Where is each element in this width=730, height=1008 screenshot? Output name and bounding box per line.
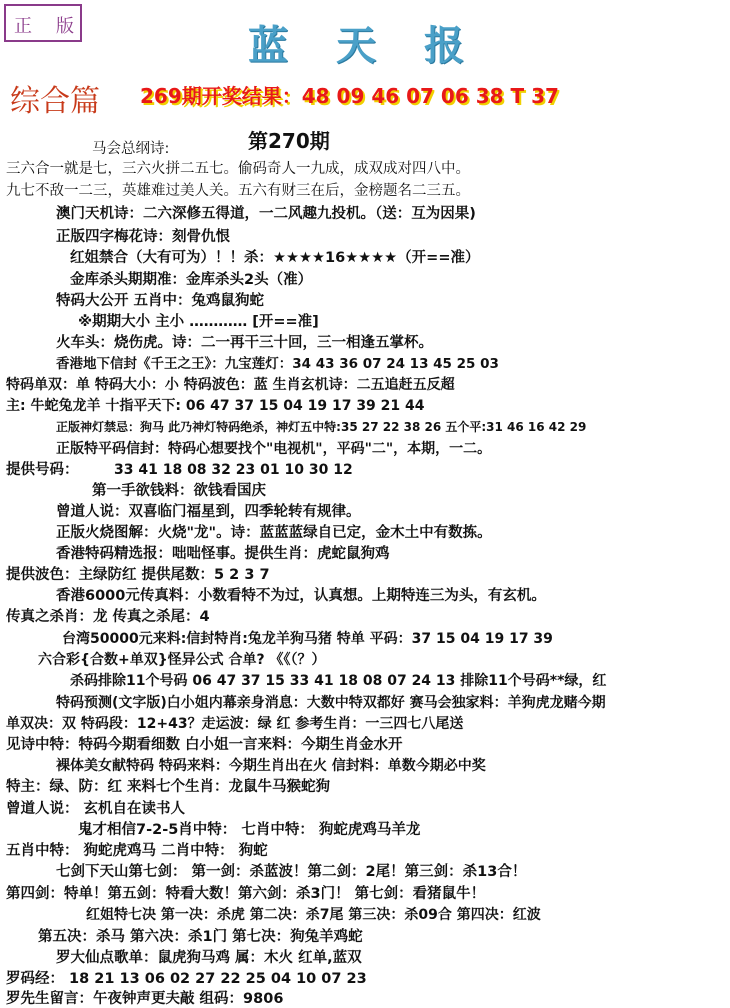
- text-line: 主: 牛蛇兔龙羊 十指平天下: 06 47 37 15 04 19 17 39 21 44: [6, 398, 425, 414]
- page-title: 蓝天报: [248, 22, 512, 69]
- text-line: 第一手欲钱料：欲钱看国庆: [92, 483, 266, 499]
- text-line: 杀码排除11个号码 06 47 37 15 33 41 18 08 07 24 13 排除11个号码**绿，红: [70, 673, 607, 689]
- badge-left-char: 正: [14, 16, 32, 37]
- text-line: 特码大公开 五肖中：兔鸡鼠狗蛇: [56, 293, 265, 309]
- badge-right-char: 版: [56, 16, 74, 37]
- text-line: 台湾50000元来料:信封特肖:兔龙羊狗马猪 特单 平码：37 15 04 19 17 39: [62, 631, 553, 647]
- text-line: 澳门天机诗：二六深修五得道，一二风趣九投机。（送：互为因果): [56, 206, 476, 222]
- text-line: 提供波色：主绿防红 提供尾数：5 2 3 7: [6, 567, 270, 583]
- text-line: 七剑下天山第七剑： 第一剑：杀蓝波！第二剑：2尾！第三剑：杀13合！: [56, 864, 527, 880]
- text-line: 金库杀头期期准：金库杀头2头（准）: [70, 272, 313, 288]
- section-title: 综合篇: [10, 84, 100, 119]
- text-line: 马会总纲诗:: [92, 141, 170, 157]
- text-line: 六合彩{合数+单双}怪异公式 合单? 《《（？）: [38, 652, 326, 668]
- text-line: 罗码经： 18 21 13 06 02 27 22 25 04 10 07 23: [6, 971, 367, 987]
- text-line: 鬼才相信7-2-5肖中特： 七肖中特： 狗蛇虎鸡马羊龙: [78, 822, 421, 838]
- text-line: 提供号码：: [6, 462, 79, 478]
- text-line: 单双决：双 特码段：12+43？走运波：绿 红 参考生肖：一三四七八尾送: [6, 716, 464, 732]
- text-line: 曾道人说： 玄机自在读书人: [6, 801, 186, 817]
- text-line: 正版四字梅花诗：刻骨仇恨: [56, 229, 230, 245]
- text-line: 正版特平码信封：特码心想要找个"电视机"，平码"二"，本期，一二。: [56, 441, 492, 457]
- text-line: 特码预测(文字版)白小姐内幕亲身消息：大数中特双都好 赛马会独家料：羊狗虎龙赌今期: [56, 695, 606, 711]
- text-line: 红姐特七决 第一决：杀虎 第二决：杀7尾 第三决：杀09合 第四决：红波: [86, 907, 541, 923]
- text-line: 香港特码精选报：咄咄怪事。提供生肖：虎蛇鼠狗鸡: [56, 546, 390, 562]
- text-line: ※期期大小 主小 ………… [开==准]: [78, 314, 319, 330]
- text-line: 正版火烧图解：火烧"龙"。诗：蓝蓝蓝绿自已定，金木土中有数拣。: [56, 525, 492, 541]
- text-line: 特主：绿、防：红 来料七个生肖：龙鼠牛马猴蛇狗: [6, 779, 331, 795]
- text-line: 裸体美女献特码 特码来料：今期生肖出在火 信封料：单数今期必中奖: [56, 758, 486, 774]
- text-line: 33 41 18 08 32 23 01 10 30 12: [114, 462, 353, 478]
- text-line: 红姐禁合（大有可为）！！杀：★★★★16★★★★（开==准）: [70, 250, 480, 266]
- text-line: 五肖中特： 狗蛇虎鸡马 二肖中特： 狗蛇: [6, 843, 268, 859]
- text-line: 火车头：烧伤虎。诗：二一再干三十回，三一相逢五掌杯。: [56, 335, 433, 351]
- text-line: 传真之杀肖：龙 传真之杀尾：4: [6, 609, 210, 625]
- genuine-edition-badge: [4, 4, 82, 42]
- text-line: 香港6000元传真料：小数看特不为过，认真想。上期特连三为头，有玄机。: [56, 588, 546, 604]
- text-line: 罗先生留言：午夜钟声更夫敲 组码：9806: [6, 991, 284, 1007]
- text-line: 曾道人说：双喜临门福星到，四季轮转有规律。: [56, 504, 361, 520]
- text-line: 三六合一就是七，三六火拼二五七。偷码奇人一九成，成双成对四八中。: [6, 161, 470, 177]
- draw-result: 269期开奖结果：48 09 46 07 06 38 T 37: [140, 84, 559, 108]
- text-line: 罗大仙点歌单：鼠虎狗马鸡 属：木火 红单,蓝双: [56, 950, 362, 966]
- text-line: 香港地下信封《千王之王》：九宝莲灯：34 43 36 07 24 13 45 25 03: [56, 356, 499, 372]
- text-line: 九七不敌一二三，英雄难过美人关。五六有财三在后，金榜题名二三五。: [6, 183, 470, 199]
- issue-number: 第270期: [248, 129, 330, 153]
- text-line: 正版神灯禁忌：狗马 此乃神灯特码绝杀，神灯五中特:35 27 22 38 26 五个平:31 46 16 42 29: [56, 420, 587, 434]
- text-line: 见诗中特：特码今期看细数 白小姐一言来料：今期生肖金水开: [6, 737, 403, 753]
- text-line: 第四剑：特单！第五剑：特看大数！第六剑：杀3门！ 第七剑：看猪鼠牛！: [6, 886, 486, 902]
- text-line: 特码单双：单 特码大小：小 特码波色：蓝 生肖玄机诗：二五追赶五反超: [6, 377, 455, 393]
- text-line: 第五决：杀马 第六决：杀1门 第七决：狗兔羊鸡蛇: [38, 929, 363, 945]
